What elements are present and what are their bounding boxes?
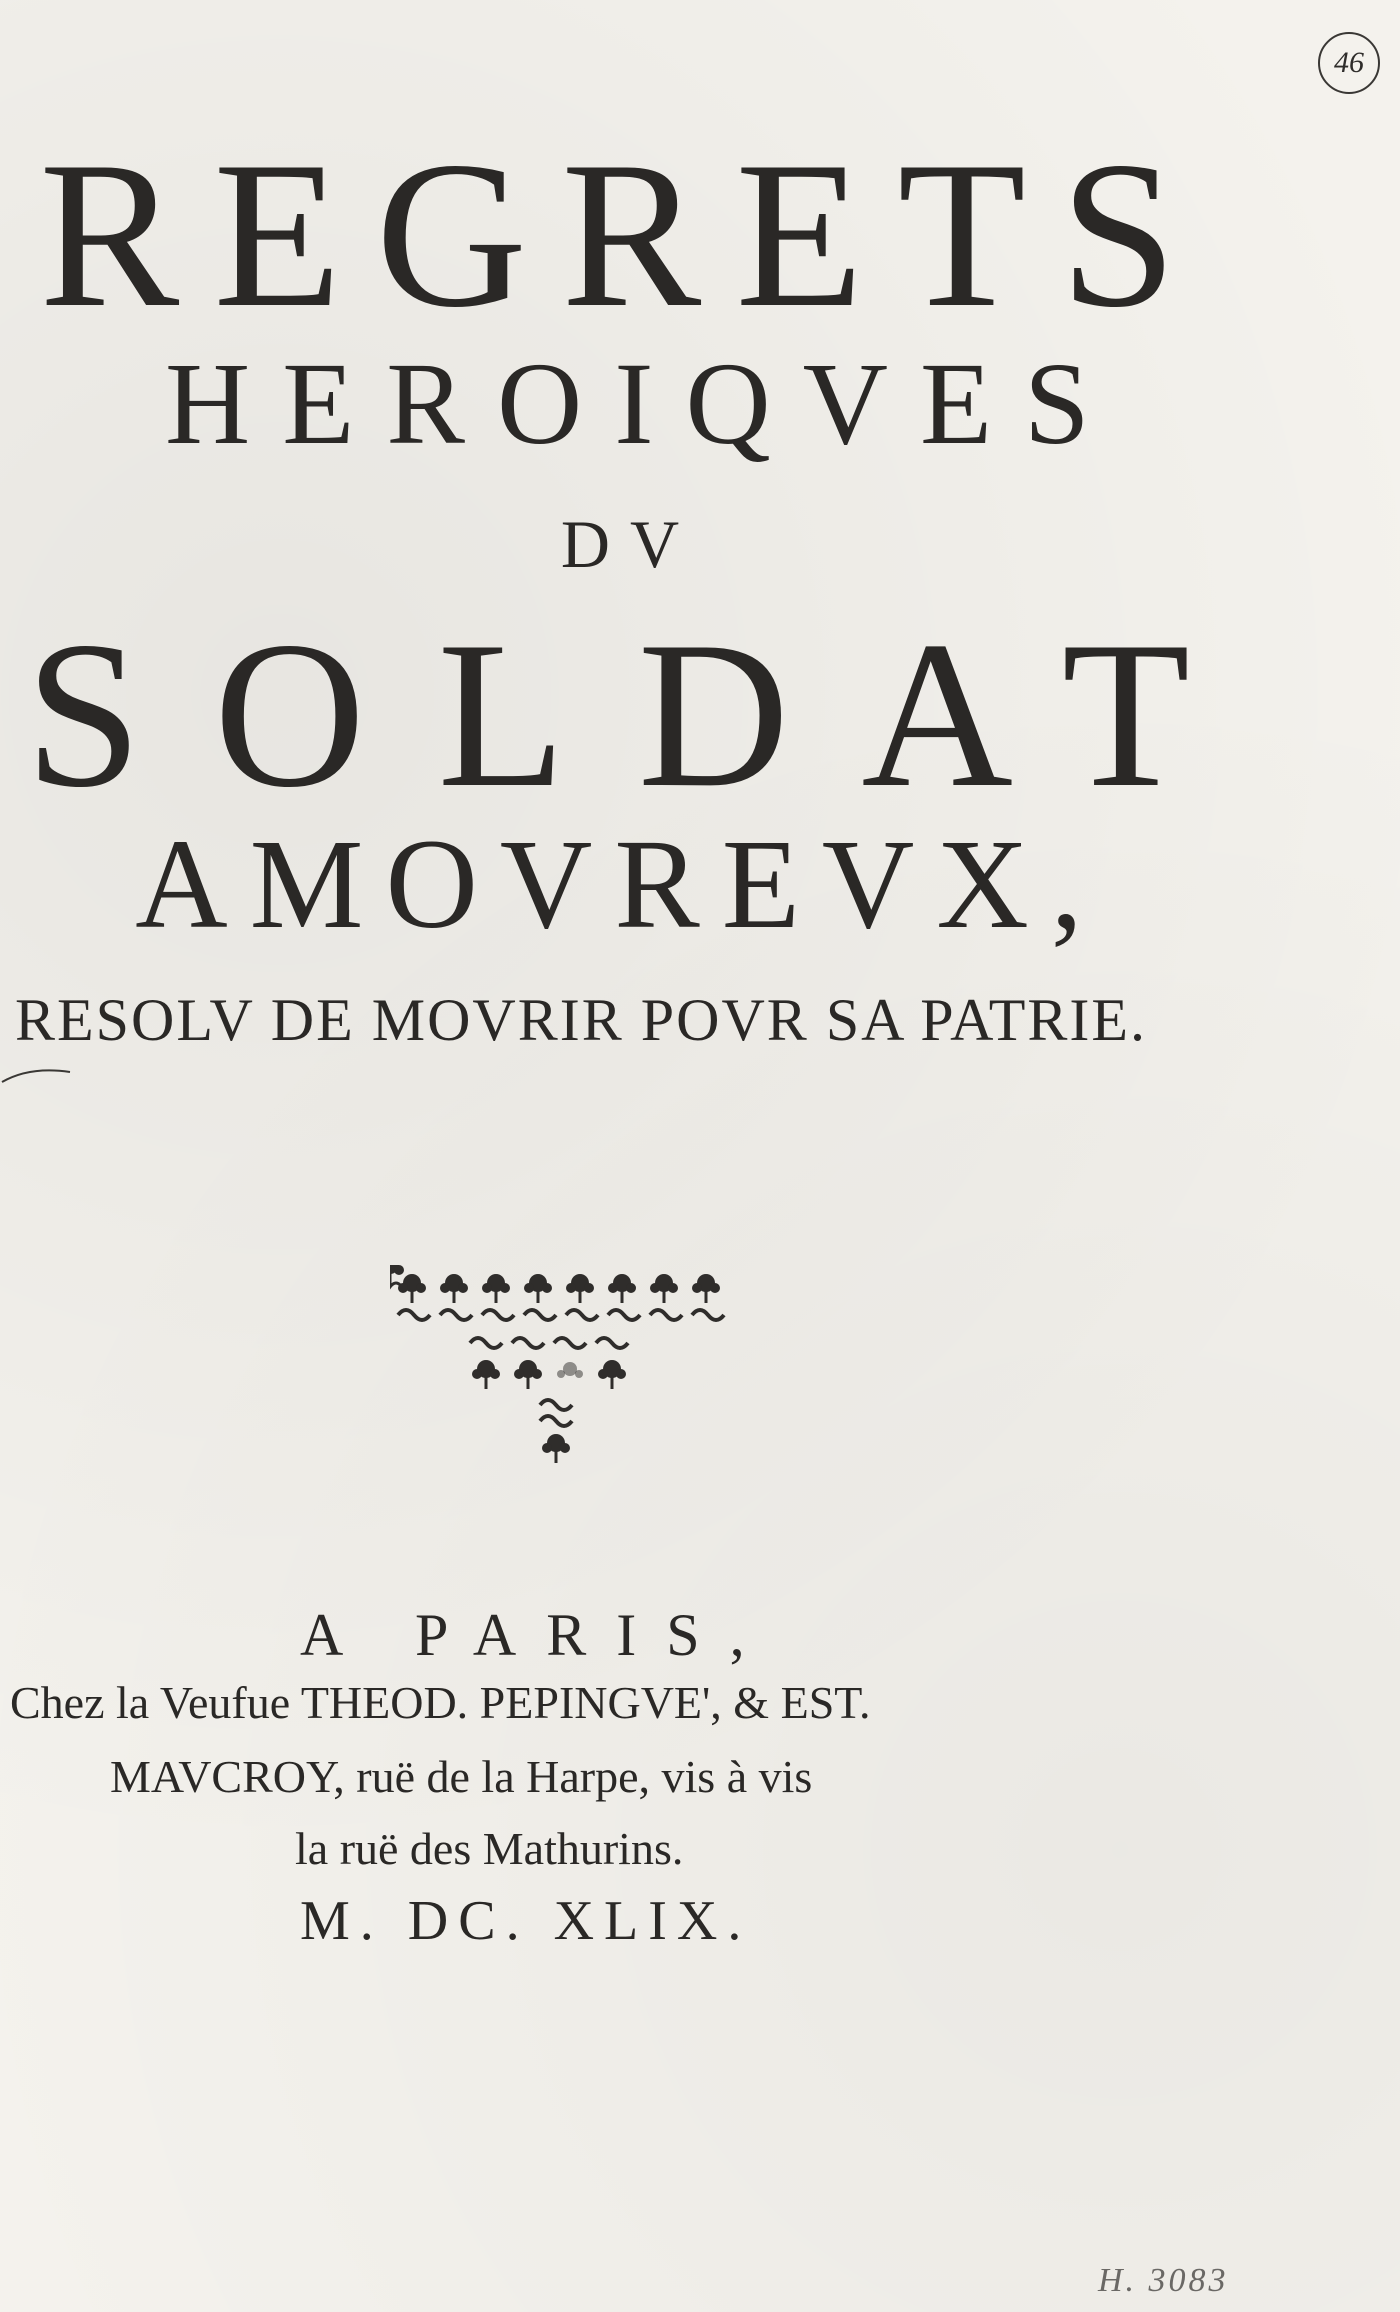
- folio-number: 46: [1318, 32, 1380, 94]
- floral-fleuron-icon: [390, 1265, 730, 1465]
- imprint-date: M. DC. XLIX.: [300, 1890, 752, 1952]
- title-soldat: SOLDAT: [25, 599, 1263, 831]
- shelfmark: H. 3083: [1098, 2262, 1229, 2299]
- imprint-publisher-line1: Chez la Veufue THEOD. PEPINGVE', & EST.: [10, 1677, 871, 1728]
- title-heroiques: HEROIQVES: [165, 338, 1122, 469]
- imprint-publisher-line3: la ruë des Mathurins.: [295, 1823, 684, 1874]
- title-subtitle: RESOLV DE MOVRIR POVR SA PATRIE.: [15, 987, 1148, 1053]
- title-regrets: REGRETS: [39, 119, 1211, 351]
- pen-stroke-mark: [0, 1060, 80, 1090]
- imprint-publisher-line2: MAVCROY, ruë de la Harpe, vis à vis: [110, 1751, 813, 1802]
- imprint-place: A PARIS,: [300, 1602, 775, 1668]
- title-amoureux: AMOVREVX,: [135, 813, 1105, 955]
- title-du: DV: [560, 506, 700, 582]
